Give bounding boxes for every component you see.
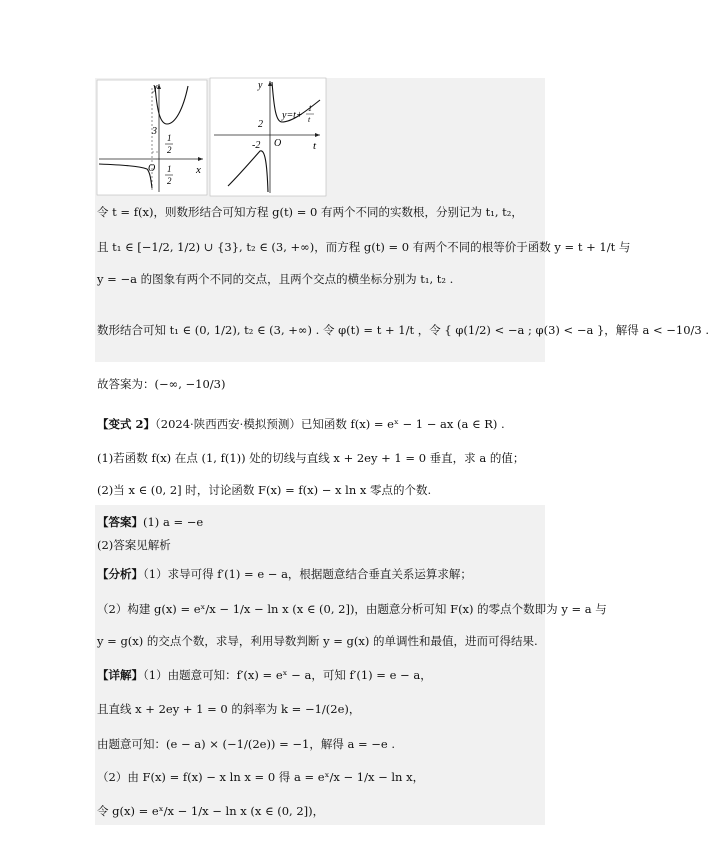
- svg-text:1: 1: [167, 164, 172, 174]
- analysis-2: （2）构建 g(x) = eˣ/x − 1/x − ln x (x ∈ (0, 2])，由题意分析可知 F(x) 的零点个数即为 y = a 与: [97, 602, 607, 616]
- svg-text:1: 1: [308, 104, 312, 113]
- analysis-3: y = g(x) 的交点个数，求导，利用导数判断 y = g(x) 的单调性和最值，进而可得结果.: [97, 634, 538, 648]
- analysis-1-text: （1）求导可得 f′(1) = e − a，根据题意结合垂直关系运算求解；: [143, 567, 472, 581]
- question-1: (1)若函数 f(x) 在点 (1, f(1)) 处的切线与直线 x + 2ey + 1 = 0 垂直，求 a 的值；: [97, 451, 525, 465]
- variant-tag: 【变式 2】: [97, 417, 156, 431]
- text-line-1: 令 t = f(x)，则数形结合可知方程 g(t) = 0 有两个不同的实数根，分别记为 t₁, t₂，: [97, 205, 523, 219]
- svg-text:2: 2: [258, 119, 263, 130]
- answer-tag: 【答案】: [97, 515, 143, 529]
- answer-2: (2)答案见解析: [97, 538, 171, 552]
- answer-line: 故答案为：(−∞, −10/3): [97, 377, 226, 391]
- svg-text:t: t: [308, 115, 311, 124]
- svg-text:y: y: [258, 80, 263, 91]
- answer-1-text: (1) a = −e: [143, 515, 204, 529]
- svg-text:2: 2: [167, 145, 172, 155]
- svg-text:y=t+: y=t+: [282, 110, 303, 121]
- text-line-3: y = −a 的图象有两个不同的交点，且两个交点的横坐标分别为 t₁, t₂ .: [97, 272, 454, 286]
- detail-5: 令 g(x) = eˣ/x − 1/x − ln x (x ∈ (0, 2])，: [97, 804, 325, 818]
- svg-text:O: O: [274, 138, 282, 149]
- fx-label-o: O: [148, 163, 156, 174]
- svg-text:1: 1: [167, 133, 172, 143]
- detail-2: 且直线 x + 2ey + 1 = 0 的斜率为 k = −1/(2e)，: [97, 702, 361, 716]
- question-2: (2)当 x ∈ (0, 2] 时，讨论函数 F(x) = f(x) − x ln x 零点的个数.: [97, 483, 432, 497]
- fx-label-y: y: [153, 82, 158, 93]
- graph-t-plus-inverse: [210, 78, 326, 196]
- graph-fx: [97, 80, 207, 195]
- detail-1-text: （1）由题意可知：f′(x) = eˣ − a，可知 f′(1) = e − a，: [143, 668, 432, 682]
- variant-text: （2024·陕西西安·模拟预测）已知函数 f(x) = eˣ − 1 − ax (a ∈ R) .: [155, 417, 505, 431]
- svg-text:-2: -2: [252, 140, 261, 151]
- detail-3: 由题意可知：(e − a) × (−1/(2e)) = −1，解得 a = −e .: [97, 737, 396, 751]
- svg-text:2: 2: [167, 176, 172, 186]
- detail-tag: 【详解】: [97, 668, 143, 682]
- text-line-2: 且 t₁ ∈ [−1/2, 1/2) ∪ {3}, t₂ ∈ (3, +∞)，而方程 g(t) = 0 有两个不同的根等价于函数 y = t + 1/t 与: [97, 240, 631, 254]
- detail-4: （2）由 F(x) = f(x) − x ln x = 0 得 a = eˣ/x − 1/x − ln x，: [97, 770, 425, 784]
- variant-title: [97, 417, 505, 431]
- fx-label-x: x: [196, 164, 201, 176]
- detail-1: [97, 668, 432, 682]
- text-line-4: 数形结合可知 t₁ ∈ (0, 1/2), t₂ ∈ (3, +∞) . 令 φ(t) = t + 1/t ，令 { φ(1/2) < −a ; φ(3) < −a }，解得 a < −10/3 .: [97, 323, 709, 337]
- answer-1: [97, 515, 203, 529]
- analysis-1: [97, 567, 472, 581]
- svg-text:t: t: [313, 140, 317, 152]
- analysis-tag: 【分析】: [97, 567, 143, 581]
- fx-label-3: 3: [152, 126, 157, 137]
